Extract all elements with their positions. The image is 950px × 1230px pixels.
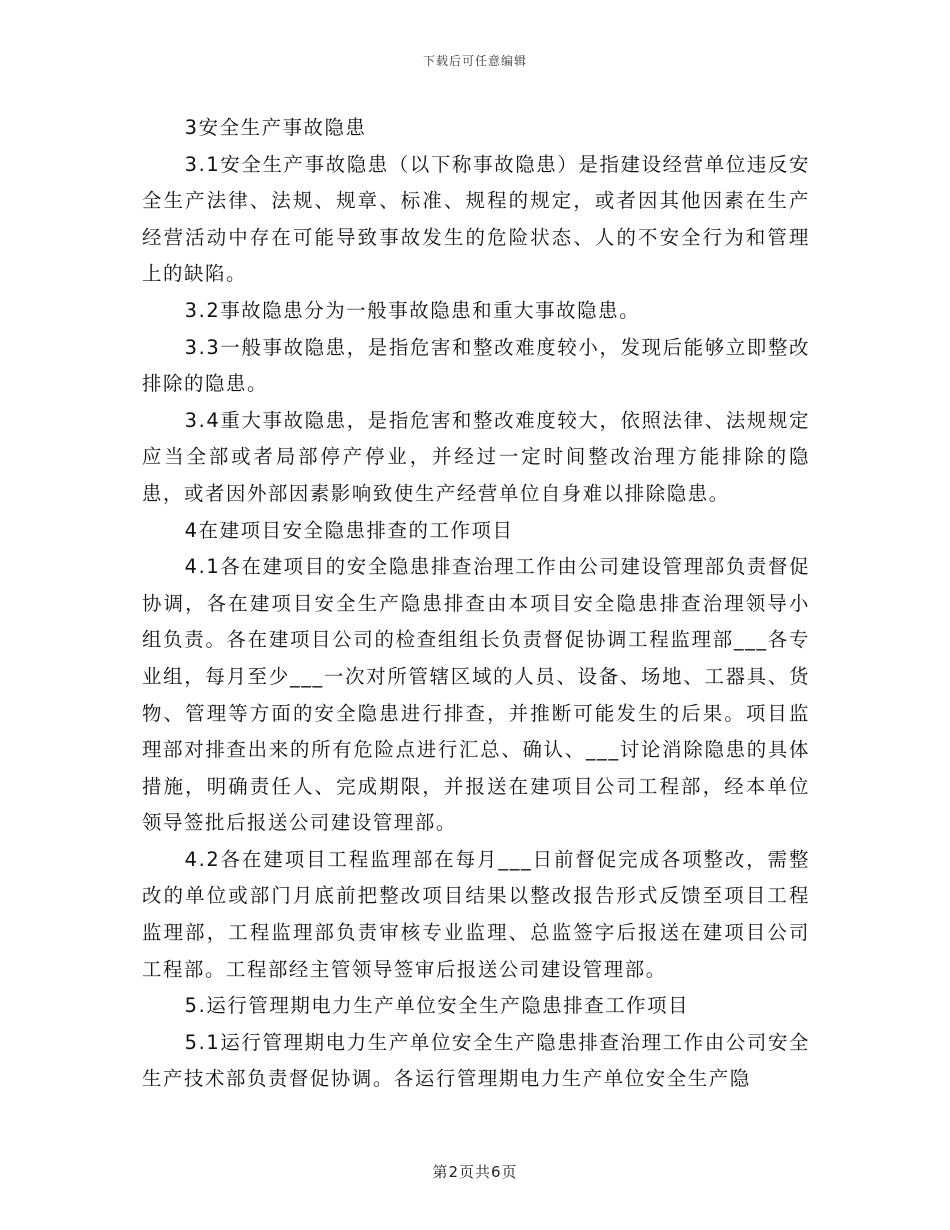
page-header: 下载后可任意编辑 [422, 54, 527, 68]
document-body [142, 110, 810, 1098]
paragraph-4-2: 4.2各在建项目工程监理部在每月___日前督促完成各项整改，需整改的单位或部门月底前把整改项目结果以整改报告形式反馈至项目工程监理部，工程监理部负责审核专业监理、总监签字后报送在建项目公司工程部。工程部经主管领导签审后报送公司建设管理部。 [142, 847, 810, 981]
paragraph-3-1: 3.1安全生产事故隐患（以下称事故隐患）是指建设经营单位违反安全生产法律、法规、规章、标准、规程的规定，或者因其他因素在生产经营活动中存在可能导致事故发生的危险状态、人的不安全行为和管理上的缺陷。 [142, 152, 810, 286]
paragraph-3-4: 3.4重大事故隐患，是指危害和整改难度较大，依照法律、法规规定应当全部或者局部停产停业，并经过一定时间整改治理方能排除的隐患，或者因外部因素影响致使生产经营单位自身难以排除隐患。 [142, 408, 810, 505]
section-3-heading: 3安全生产事故隐患 [184, 116, 367, 139]
paragraph-3-3: 3.3一般事故隐患，是指危害和整改难度较小，发现后能够立即整改排除的隐患。 [142, 335, 810, 396]
page-number: 第2页共6页 [432, 1163, 518, 1181]
section-4-heading: 4在建项目安全隐患排查的工作项目 [184, 518, 514, 542]
paragraph-4-1: 4.1各在建项目的安全隐患排查治理工作由公司建设管理部负责督促协调，各在建项目安全生产隐患排查由本项目安全隐患排查治理领导小组负责。各在建项目公司的检查组组长负责督促协调工程监理部___各专业组，每月至少___一次对所管辖区域的人员、设备、场地、工器具、货物、管理等方面的安全隐患进行排查，并推断可能发生的后果。项目监理部对排查出来的所有危险点进行汇总、确认、___讨论消除隐患的具体措施，明确责任人、完成期限，并报送在建项目公司工程部，经本单位领导签批后报送公司建设管理部。 [142, 555, 810, 835]
paragraph-5-1: 5.1运行管理期电力生产单位安全生产隐患排查治理工作由公司安全生产技术部负责督促协调。各运行管理期电力生产单位安全生产隐 [142, 1030, 810, 1091]
paragraph-3-2: 3.2事故隐患分为一般事故隐患和重大事故隐患。 [184, 298, 641, 322]
section-5-heading: 5.运行管理期电力生产单位安全生产隐患排查工作项目 [184, 994, 690, 1018]
